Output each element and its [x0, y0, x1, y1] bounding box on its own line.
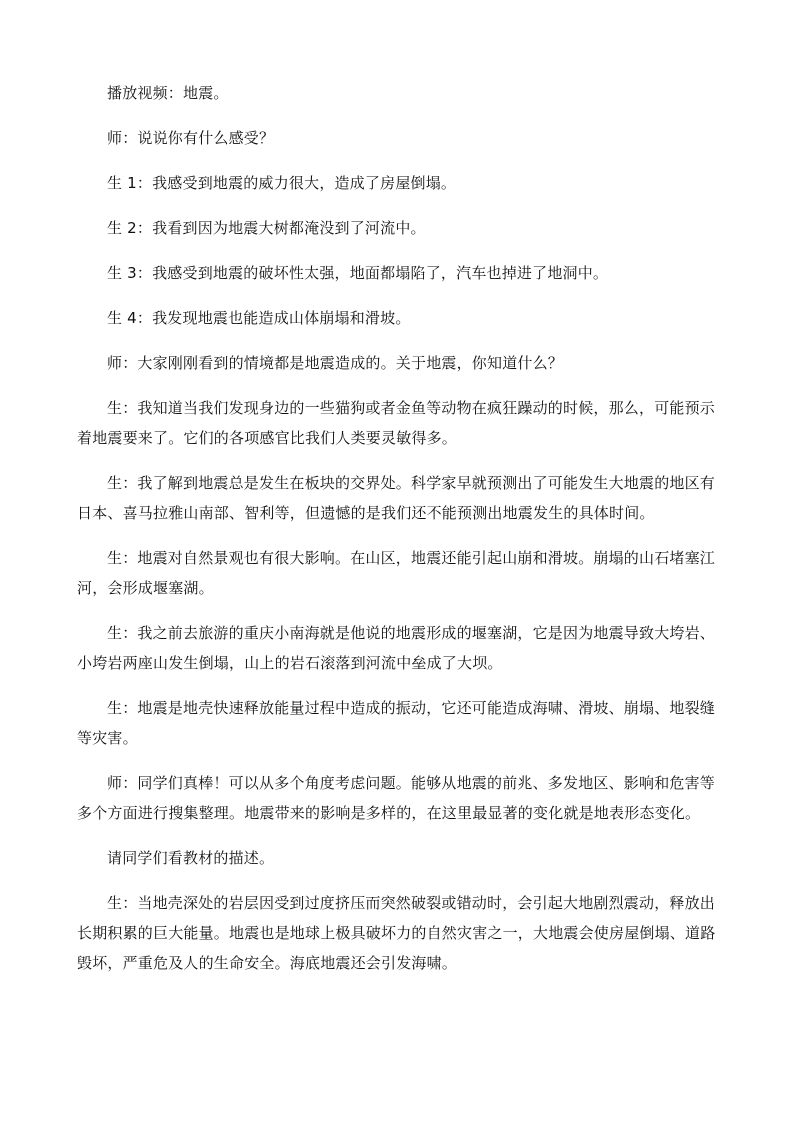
- document-body: [77, 78, 719, 978]
- paragraph-student-xiaonanhai: 生：我之前去旅游的重庆小南海就是他说的地震形成的堰塞湖，它是因为地震导致大垮岩、小垮岩两座山发生倒塌，山上的岩石滚落到河流中垒成了大坝。: [77, 624, 716, 672]
- paragraph-teacher-summary: 师：同学们真棒！可以从多个角度考虑问题。能够从地震的前兆、多发地区、影响和危害等多个方面进行搜集整理。地震带来的影响是多样的，在这里最显著的变化就是地表形态变化。: [77, 774, 716, 822]
- paragraph-student-1: 生 1：我感受到地震的威力很大，造成了房屋倒塌。: [107, 174, 457, 192]
- paragraph-teacher-question: 师：说说你有什么感受？: [107, 129, 275, 147]
- paragraph-video: 播放视频：地震。: [107, 84, 229, 102]
- paragraph-student-landscape: 生：地震对自然景观也有很大影响。在山区，地震还能引起山崩和滑坡。崩塌的山石堵塞江河，会形成堰塞湖。: [77, 549, 716, 597]
- paragraph-student-animals: 生：我知道当我们发现身边的一些猫狗或者金鱼等动物在疯狂躁动的时候，那么，可能预示着地震要来了。它们的各项感官比我们人类要灵敏得多。: [77, 399, 716, 447]
- paragraph-student-plates: 生：我了解到地震总是发生在板块的交界处。科学家早就预测出了可能发生大地震的地区有日本、喜马拉雅山南部、智利等，但遗憾的是我们还不能预测出地震发生的具体时间。: [77, 474, 716, 522]
- paragraph-student-disasters: 生：地震是地壳快速释放能量过程中造成的振动，它还可能造成海啸、滑坡、崩塌、地裂缝等灾害。: [77, 699, 716, 747]
- paragraph-student-textbook: 生：当地壳深处的岩层因受到过度挤压而突然破裂或错动时，会引起大地剧烈震动，释放出长期积累的巨大能量。地震也是地球上极具破坏力的自然灾害之一，大地震会使房屋倒塌、道路毁坏，严重危及人的生命安全。海底地震还会引发海啸。: [77, 894, 716, 972]
- paragraph-teacher-followup: 师：大家刚刚看到的情境都是地震造成的。关于地震，你知道什么？: [107, 354, 564, 372]
- paragraph-student-4: 生 4：我发现地震也能造成山体崩塌和滑坡。: [107, 309, 411, 327]
- paragraph-textbook-instruction: 请同学们看教材的描述。: [107, 849, 275, 867]
- paragraph-student-2: 生 2：我看到因为地震大树都淹没到了河流中。: [107, 219, 426, 237]
- paragraph-student-3: 生 3：我感受到地震的破坏性太强，地面都塌陷了，汽车也掉进了地洞中。: [107, 264, 609, 282]
